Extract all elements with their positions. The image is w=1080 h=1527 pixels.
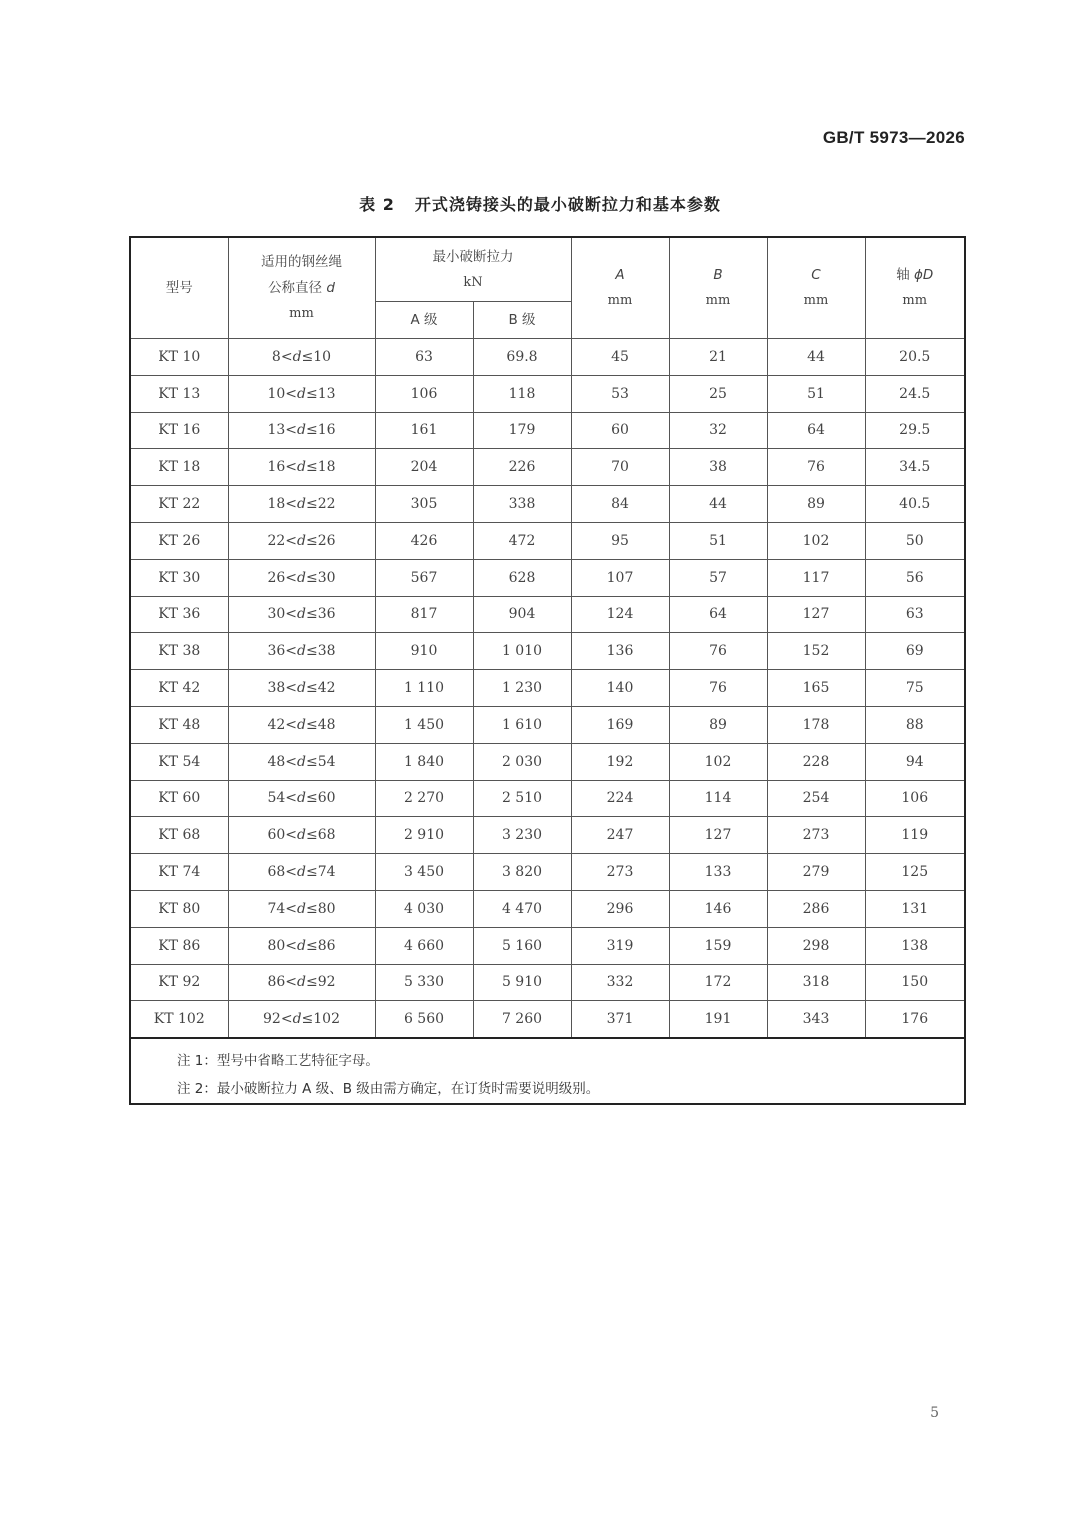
cell-force-b: 7 260 bbox=[473, 1001, 571, 1038]
cell-c: 279 bbox=[767, 854, 865, 891]
cell-force-b: 69.8 bbox=[473, 339, 571, 376]
cell-b: 51 bbox=[669, 522, 767, 559]
cell-shaft-d: 176 bbox=[865, 1001, 964, 1038]
cell-model: KT 60 bbox=[131, 780, 228, 817]
table-row bbox=[131, 375, 964, 412]
cell-force-b: 3 230 bbox=[473, 817, 571, 854]
cell-model: KT 18 bbox=[131, 449, 228, 486]
table-row bbox=[131, 633, 964, 670]
cell-model: KT 22 bbox=[131, 486, 228, 523]
cell-a: 95 bbox=[571, 522, 669, 559]
cell-diameter-range: 68<d≤74 bbox=[228, 854, 375, 891]
cell-shaft-d: 75 bbox=[865, 670, 964, 707]
table-row bbox=[131, 854, 964, 891]
cell-shaft-d: 69 bbox=[865, 633, 964, 670]
table-row bbox=[131, 817, 964, 854]
table-row bbox=[131, 743, 964, 780]
cell-model: KT 26 bbox=[131, 522, 228, 559]
cell-force-a: 63 bbox=[375, 339, 473, 376]
cell-model: KT 54 bbox=[131, 743, 228, 780]
cell-shaft-d: 88 bbox=[865, 706, 964, 743]
parameters-table bbox=[131, 238, 964, 1039]
cell-shaft-d: 40.5 bbox=[865, 486, 964, 523]
cell-force-b: 2 030 bbox=[473, 743, 571, 780]
cell-a: 332 bbox=[571, 964, 669, 1001]
cell-force-b: 1 010 bbox=[473, 633, 571, 670]
cell-a: 140 bbox=[571, 670, 669, 707]
cell-b: 172 bbox=[669, 964, 767, 1001]
cell-force-a: 567 bbox=[375, 559, 473, 596]
table-row bbox=[131, 927, 964, 964]
cell-b: 114 bbox=[669, 780, 767, 817]
cell-shaft-d: 131 bbox=[865, 890, 964, 927]
cell-force-a: 4 030 bbox=[375, 890, 473, 927]
cell-c: 343 bbox=[767, 1001, 865, 1038]
cell-a: 136 bbox=[571, 633, 669, 670]
cell-c: 178 bbox=[767, 706, 865, 743]
cell-diameter-range: 18<d≤22 bbox=[228, 486, 375, 523]
header-shaft-diameter: 轴 ϕD mm bbox=[865, 238, 964, 339]
cell-force-b: 226 bbox=[473, 449, 571, 486]
cell-model: KT 68 bbox=[131, 817, 228, 854]
cell-force-a: 106 bbox=[375, 375, 473, 412]
note-2: 注 2：最小破断拉力 A 级、B 级由需方确定，在订货时需要说明级别。 bbox=[177, 1081, 600, 1098]
cell-model: KT 30 bbox=[131, 559, 228, 596]
cell-shaft-d: 94 bbox=[865, 743, 964, 780]
cell-b: 57 bbox=[669, 559, 767, 596]
cell-force-b: 1 610 bbox=[473, 706, 571, 743]
cell-c: 76 bbox=[767, 449, 865, 486]
cell-model: KT 92 bbox=[131, 964, 228, 1001]
cell-b: 76 bbox=[669, 670, 767, 707]
cell-b: 191 bbox=[669, 1001, 767, 1038]
cell-model: KT 48 bbox=[131, 706, 228, 743]
table-row bbox=[131, 890, 964, 927]
cell-diameter-range: 42<d≤48 bbox=[228, 706, 375, 743]
table-row bbox=[131, 486, 964, 523]
cell-b: 146 bbox=[669, 890, 767, 927]
cell-diameter-range: 38<d≤42 bbox=[228, 670, 375, 707]
cell-shaft-d: 20.5 bbox=[865, 339, 964, 376]
cell-c: 298 bbox=[767, 927, 865, 964]
cell-force-a: 3 450 bbox=[375, 854, 473, 891]
cell-c: 286 bbox=[767, 890, 865, 927]
cell-force-b: 1 230 bbox=[473, 670, 571, 707]
cell-force-a: 1 110 bbox=[375, 670, 473, 707]
cell-c: 51 bbox=[767, 375, 865, 412]
cell-model: KT 74 bbox=[131, 854, 228, 891]
cell-b: 44 bbox=[669, 486, 767, 523]
header-row bbox=[131, 238, 964, 302]
cell-force-a: 305 bbox=[375, 486, 473, 523]
cell-diameter-range: 74<d≤80 bbox=[228, 890, 375, 927]
header-diameter: 适用的钢丝绳 公称直径 d mm bbox=[228, 238, 375, 339]
table-row bbox=[131, 964, 964, 1001]
cell-c: 228 bbox=[767, 743, 865, 780]
cell-c: 64 bbox=[767, 412, 865, 449]
table-row bbox=[131, 780, 964, 817]
cell-b: 127 bbox=[669, 817, 767, 854]
header-grade-a: A 级 bbox=[375, 302, 473, 339]
cell-force-b: 904 bbox=[473, 596, 571, 633]
cell-c: 318 bbox=[767, 964, 865, 1001]
header-a: A mm bbox=[571, 238, 669, 339]
cell-shaft-d: 24.5 bbox=[865, 375, 964, 412]
cell-diameter-range: 26<d≤30 bbox=[228, 559, 375, 596]
cell-model: KT 36 bbox=[131, 596, 228, 633]
cell-model: KT 10 bbox=[131, 339, 228, 376]
cell-diameter-range: 22<d≤26 bbox=[228, 522, 375, 559]
cell-c: 44 bbox=[767, 339, 865, 376]
cell-c: 165 bbox=[767, 670, 865, 707]
cell-diameter-range: 92<d≤102 bbox=[228, 1001, 375, 1038]
table-row bbox=[131, 596, 964, 633]
cell-model: KT 80 bbox=[131, 890, 228, 927]
cell-a: 169 bbox=[571, 706, 669, 743]
cell-diameter-range: 86<d≤92 bbox=[228, 964, 375, 1001]
cell-b: 102 bbox=[669, 743, 767, 780]
cell-diameter-range: 30<d≤36 bbox=[228, 596, 375, 633]
cell-force-a: 910 bbox=[375, 633, 473, 670]
cell-shaft-d: 29.5 bbox=[865, 412, 964, 449]
table-row bbox=[131, 522, 964, 559]
table-caption: 开式浇铸接头的最小破断拉力和基本参数 bbox=[414, 195, 721, 214]
cell-shaft-d: 34.5 bbox=[865, 449, 964, 486]
cell-force-b: 118 bbox=[473, 375, 571, 412]
cell-b: 89 bbox=[669, 706, 767, 743]
cell-shaft-d: 125 bbox=[865, 854, 964, 891]
cell-diameter-range: 8<d≤10 bbox=[228, 339, 375, 376]
cell-force-a: 817 bbox=[375, 596, 473, 633]
cell-force-a: 4 660 bbox=[375, 927, 473, 964]
cell-a: 70 bbox=[571, 449, 669, 486]
standard-code: GB/T 5973—2026 bbox=[822, 128, 965, 147]
cell-force-b: 179 bbox=[473, 412, 571, 449]
cell-c: 102 bbox=[767, 522, 865, 559]
cell-b: 159 bbox=[669, 927, 767, 964]
cell-diameter-range: 60<d≤68 bbox=[228, 817, 375, 854]
cell-c: 152 bbox=[767, 633, 865, 670]
cell-model: KT 38 bbox=[131, 633, 228, 670]
cell-diameter-range: 36<d≤38 bbox=[228, 633, 375, 670]
cell-force-a: 5 330 bbox=[375, 964, 473, 1001]
cell-diameter-range: 10<d≤13 bbox=[228, 375, 375, 412]
table-row bbox=[131, 449, 964, 486]
header-min-breaking-force: 最小破断拉力 kN bbox=[375, 238, 571, 302]
cell-force-b: 628 bbox=[473, 559, 571, 596]
table-row bbox=[131, 339, 964, 376]
cell-force-b: 338 bbox=[473, 486, 571, 523]
cell-a: 371 bbox=[571, 1001, 669, 1038]
cell-shaft-d: 150 bbox=[865, 964, 964, 1001]
cell-shaft-d: 56 bbox=[865, 559, 964, 596]
cell-force-a: 6 560 bbox=[375, 1001, 473, 1038]
cell-a: 224 bbox=[571, 780, 669, 817]
cell-a: 192 bbox=[571, 743, 669, 780]
header-grade-b: B 级 bbox=[473, 302, 571, 339]
cell-a: 319 bbox=[571, 927, 669, 964]
header-model: 型号 bbox=[131, 238, 228, 339]
cell-force-b: 5 910 bbox=[473, 964, 571, 1001]
cell-model: KT 102 bbox=[131, 1001, 228, 1038]
cell-b: 64 bbox=[669, 596, 767, 633]
cell-a: 60 bbox=[571, 412, 669, 449]
cell-a: 273 bbox=[571, 854, 669, 891]
cell-diameter-range: 13<d≤16 bbox=[228, 412, 375, 449]
cell-force-a: 426 bbox=[375, 522, 473, 559]
cell-model: KT 16 bbox=[131, 412, 228, 449]
cell-force-b: 472 bbox=[473, 522, 571, 559]
cell-c: 89 bbox=[767, 486, 865, 523]
cell-force-b: 5 160 bbox=[473, 927, 571, 964]
cell-b: 76 bbox=[669, 633, 767, 670]
header-b: B mm bbox=[669, 238, 767, 339]
header-c: C mm bbox=[767, 238, 865, 339]
cell-force-a: 1 450 bbox=[375, 706, 473, 743]
cell-b: 38 bbox=[669, 449, 767, 486]
page-number: 5 bbox=[930, 1405, 939, 1421]
table-row bbox=[131, 1001, 964, 1038]
note-1: 注 1：型号中省略工艺特征字母。 bbox=[177, 1053, 379, 1070]
cell-force-a: 1 840 bbox=[375, 743, 473, 780]
cell-a: 107 bbox=[571, 559, 669, 596]
cell-model: KT 86 bbox=[131, 927, 228, 964]
cell-diameter-range: 48<d≤54 bbox=[228, 743, 375, 780]
cell-diameter-range: 16<d≤18 bbox=[228, 449, 375, 486]
cell-shaft-d: 63 bbox=[865, 596, 964, 633]
cell-a: 296 bbox=[571, 890, 669, 927]
table-row bbox=[131, 412, 964, 449]
cell-force-b: 4 470 bbox=[473, 890, 571, 927]
cell-c: 127 bbox=[767, 596, 865, 633]
cell-b: 133 bbox=[669, 854, 767, 891]
cell-a: 45 bbox=[571, 339, 669, 376]
cell-a: 53 bbox=[571, 375, 669, 412]
cell-b: 25 bbox=[669, 375, 767, 412]
cell-c: 117 bbox=[767, 559, 865, 596]
table-row bbox=[131, 670, 964, 707]
cell-a: 247 bbox=[571, 817, 669, 854]
cell-force-b: 2 510 bbox=[473, 780, 571, 817]
table-row bbox=[131, 559, 964, 596]
cell-diameter-range: 54<d≤60 bbox=[228, 780, 375, 817]
cell-b: 21 bbox=[669, 339, 767, 376]
cell-c: 273 bbox=[767, 817, 865, 854]
cell-model: KT 13 bbox=[131, 375, 228, 412]
parameters-table-frame bbox=[129, 236, 966, 1105]
cell-force-a: 204 bbox=[375, 449, 473, 486]
cell-force-a: 2 270 bbox=[375, 780, 473, 817]
cell-diameter-range: 80<d≤86 bbox=[228, 927, 375, 964]
cell-force-a: 2 910 bbox=[375, 817, 473, 854]
cell-shaft-d: 138 bbox=[865, 927, 964, 964]
cell-c: 254 bbox=[767, 780, 865, 817]
cell-b: 32 bbox=[669, 412, 767, 449]
cell-shaft-d: 119 bbox=[865, 817, 964, 854]
table-notes bbox=[131, 1039, 964, 1103]
cell-force-a: 161 bbox=[375, 412, 473, 449]
table-title bbox=[0, 192, 1080, 215]
cell-model: KT 42 bbox=[131, 670, 228, 707]
cell-a: 84 bbox=[571, 486, 669, 523]
cell-force-b: 3 820 bbox=[473, 854, 571, 891]
cell-a: 124 bbox=[571, 596, 669, 633]
cell-shaft-d: 106 bbox=[865, 780, 964, 817]
table-row bbox=[131, 706, 964, 743]
cell-shaft-d: 50 bbox=[865, 522, 964, 559]
table-number: 表 2 bbox=[359, 195, 395, 214]
